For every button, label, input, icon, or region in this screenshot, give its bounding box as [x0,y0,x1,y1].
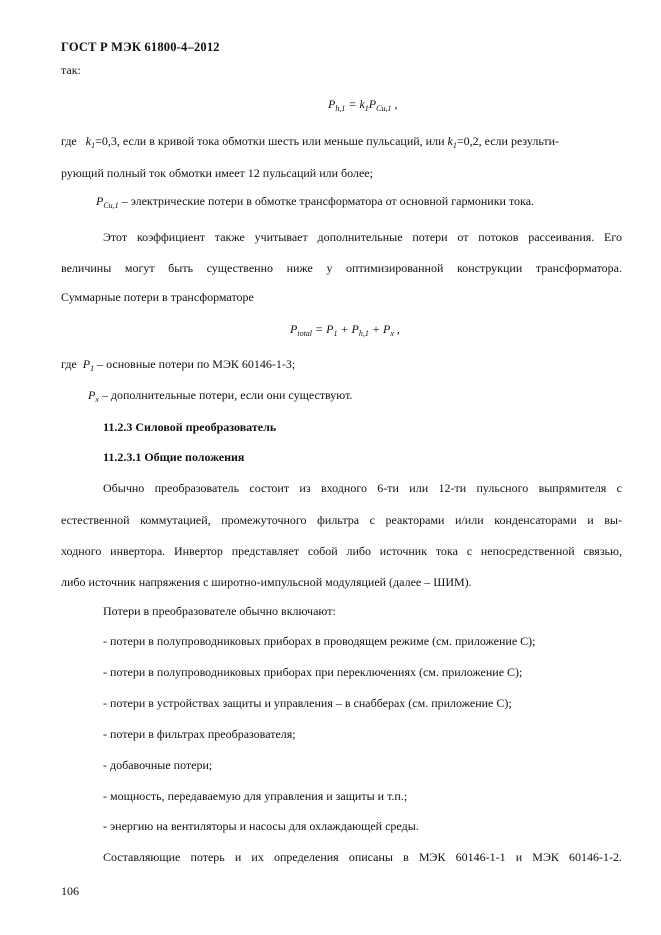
list-item: - потери в устройствах защиты и управления – в снабберах (см. приложение С); [103,696,512,710]
section-heading: 11.2.3 Силовой преобразователь [103,420,277,434]
subsection-heading: 11.2.3.1 Общие положения [103,450,245,464]
formula-harmonic-loss: $P_{h,1} = k_1P_{Cu,1}$ , [328,97,398,113]
text-line: Потери в преобразователе обычно включают: [103,604,336,618]
text-line: $P_{Cu,1}$ – электрические потери в обмотке трансформатора от основной гармоники тока. [96,194,535,210]
list-item: - потери в полупроводниковых приборах при переключениях (см. приложение С); [103,665,523,679]
text-line: естественной коммутацией, промежуточного фильтра с реакторами и/или конденсаторами и вы- [61,513,622,527]
text-line: где $P_1$ – основные потери по МЭК 60146-1-3; [61,357,296,373]
text-line: Этот коэффициент также учитывает дополнительные потери от потоков рассеивания. Его [103,230,622,244]
list-item: - потери в фильтрах преобразователя; [103,727,296,741]
text-line: величины могут быть существенно ниже у оптимизированной конструкции трансформатора. [61,261,622,275]
page-number: 106 [61,884,79,898]
list-item: - потери в полупроводниковых приборах в проводящем режиме (см. приложение С); [103,634,536,648]
formula-total-loss: $P_{total} = P_1 + P_{h,1} + P_x$ , [290,322,400,338]
text-line: Составляющие потерь и их определения описаны в МЭК 60146-1-1 и МЭК 60146-1-2. [103,850,622,864]
text-line: $P_x$ – дополнительные потери, если они существуют. [88,388,353,404]
text-line: Суммарные потери в трансформаторе [61,290,254,304]
list-item: - энергию на вентиляторы и насосы для охлаждающей среды. [103,819,419,833]
text-line: ходного инвертора. Инвертор представляет собой либо источник тока с непосредственной связью, [61,544,622,558]
text-line: где $k_1=0,3$, если в кривой тока обмотки шесть или меньше пульсаций, или $k_1=0,2$, если результи- [61,134,560,150]
text-line: рующий полный ток обмотки имеет 12 пульсаций или более; [61,166,373,180]
text-line: Обычно преобразователь состоит из входного 6-ти или 12-ти пульсного выпрямителя с [103,481,622,495]
list-item: - добавочные потери; [103,758,213,772]
text-line: так: [61,63,81,77]
list-item: - мощность, передаваемую для управления и защиты и т.п.; [103,789,408,803]
document-header: ГОСТ Р МЭК 61800-4–2012 [61,40,220,54]
text-line: либо источник напряжения с широтно-импульсной модуляцией (далее – ШИМ). [61,575,472,589]
